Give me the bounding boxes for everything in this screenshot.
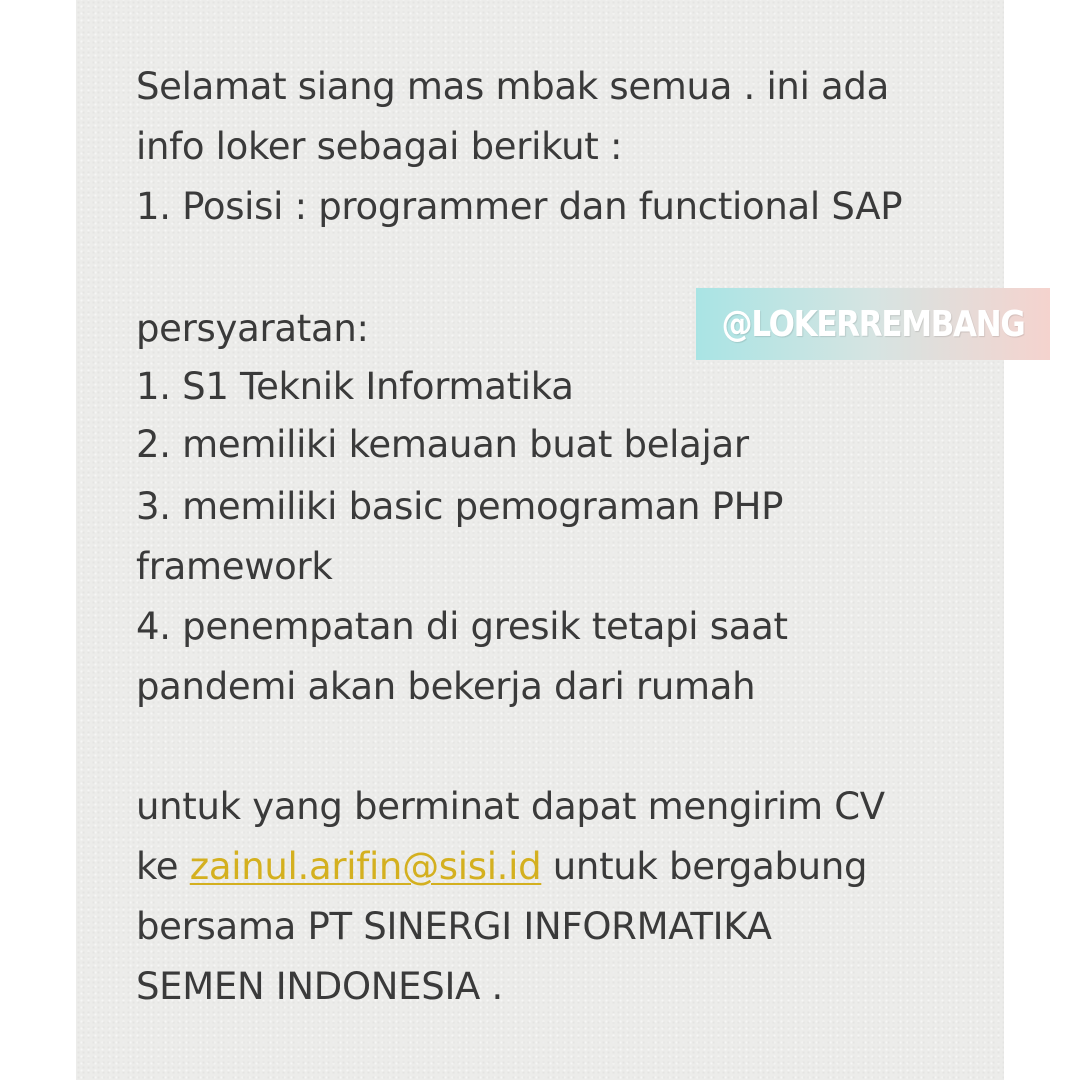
watermark-text: @LOKERREMBANG xyxy=(721,303,1025,345)
note-line: untuk yang berminat dapat mengirim CV xyxy=(136,785,885,828)
note-line: 1. Posisi : programmer dan functional SAP xyxy=(136,185,903,228)
note-line: 2. memiliki kemauan buat belajar xyxy=(136,423,749,466)
email-suffix: untuk bergabung xyxy=(541,845,868,888)
note-line: 4. penempatan di gresik tetapi saat xyxy=(136,605,788,648)
note-line: persyaratan: xyxy=(136,307,369,350)
note-line: framework xyxy=(136,545,333,588)
watermark-badge xyxy=(696,288,1050,360)
note-line: bersama PT SINERGI INFORMATIKA xyxy=(136,905,772,948)
note-line: info loker sebagai berikut : xyxy=(136,125,623,168)
note-line: Selamat siang mas mbak semua . ini ada xyxy=(136,65,889,108)
note-line: 3. memiliki basic pemograman PHP xyxy=(136,485,784,528)
email-prefix: ke xyxy=(136,845,190,888)
note-line: pandemi akan bekerja dari rumah xyxy=(136,665,756,708)
email-link[interactable]: zainul.arifin@sisi.id xyxy=(189,845,542,888)
note-line: SEMEN INDONESIA . xyxy=(136,965,503,1008)
note-line: 1. S1 Teknik Informatika xyxy=(136,365,574,408)
note-line-with-email xyxy=(136,837,867,897)
